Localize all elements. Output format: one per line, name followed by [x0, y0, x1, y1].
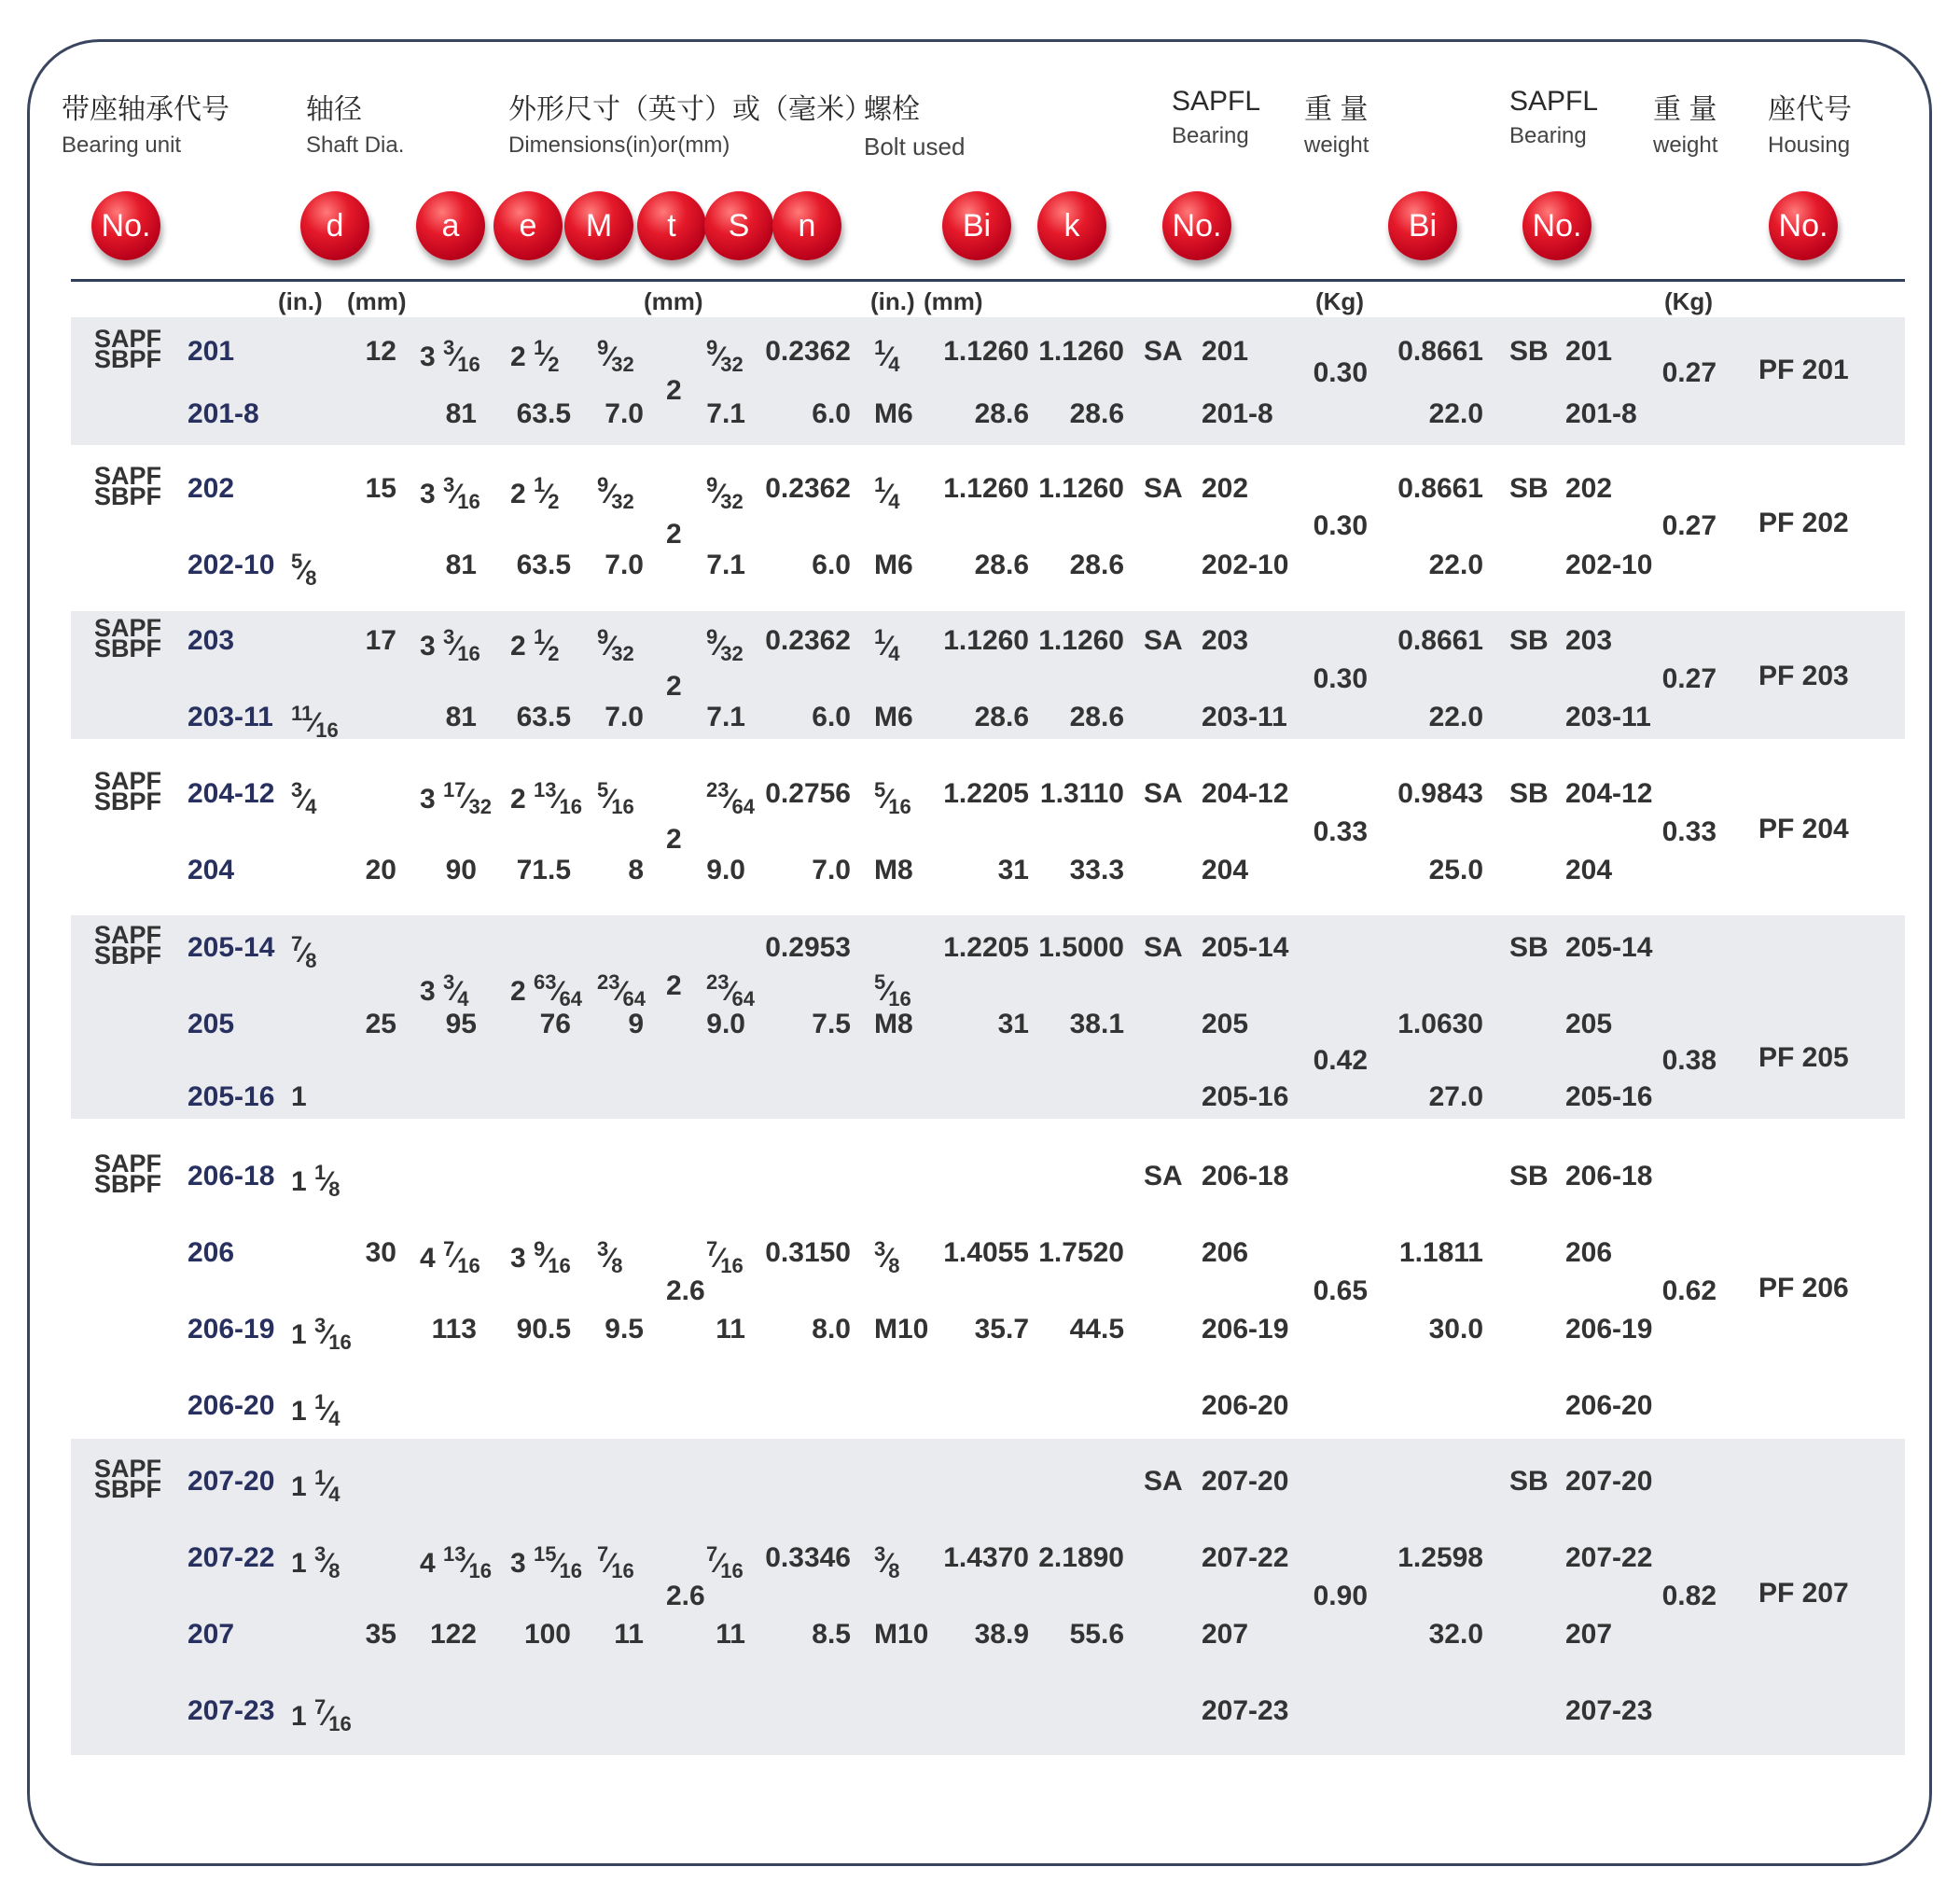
dim-m: 5⁄16 — [597, 778, 634, 818]
dim-a: 4 7⁄16 — [420, 1237, 480, 1277]
unit-number: 202-10 — [188, 550, 275, 580]
dim-bi: 28.6 — [974, 550, 1029, 580]
series-sapf: SAPF — [94, 767, 162, 795]
sa-bearing-no: 203-11 — [1202, 702, 1287, 732]
dim-k: 1.7520 — [1038, 1237, 1124, 1268]
dim-n: 0.3150 — [765, 1237, 851, 1268]
symbol-n: n — [772, 191, 841, 260]
unit-number: 205-14 — [188, 932, 275, 963]
housing-no: PF 204 — [1758, 814, 1849, 844]
dim-a: 95 — [445, 1009, 477, 1039]
dim-s: 7.1 — [706, 398, 745, 429]
weight-sa: 0.30 — [1313, 357, 1368, 388]
sb-bearing-no: 203 — [1565, 625, 1613, 656]
series-sbpf: SBPF — [94, 482, 162, 510]
dim-k: 44.5 — [1069, 1314, 1124, 1345]
dim-s: 9⁄32 — [706, 625, 744, 665]
dim-s: 11 — [716, 1314, 745, 1345]
bolt-size: M8 — [874, 855, 913, 885]
dim-bi: 35.7 — [974, 1314, 1029, 1345]
sa-prefix: SA — [1144, 473, 1183, 504]
sa-bearing-no: 202 — [1202, 473, 1249, 504]
sb-bearing-no: 206-19 — [1565, 1314, 1653, 1345]
sb-bearing-no: 201 — [1565, 336, 1613, 367]
dim-e: 2 1⁄2 — [510, 336, 560, 376]
sa-bearing-no: 205-16 — [1202, 1081, 1289, 1112]
dim-bi: 1.2205 — [943, 778, 1029, 809]
dim-bi: 1.1260 — [943, 473, 1029, 504]
dim-bi: 1.1260 — [943, 336, 1029, 367]
sa-bearing-no: 201 — [1202, 336, 1249, 367]
dim-bi: 1.4055 — [943, 1237, 1029, 1268]
unit-number: 206-18 — [188, 1161, 275, 1191]
dim-e: 63.5 — [516, 702, 571, 732]
dim-n: 6.0 — [812, 398, 851, 429]
symbol-no-housing: No. — [1769, 191, 1838, 260]
sb-prefix: SB — [1509, 1161, 1549, 1191]
sb-bearing-no: 205-16 — [1565, 1081, 1653, 1112]
weight-sa: 0.65 — [1313, 1275, 1368, 1306]
shaft-inch: 5⁄8 — [291, 550, 317, 590]
sa-bearing-no: 204 — [1202, 855, 1249, 885]
dim-t: 2 — [666, 824, 682, 855]
dim-s: 11 — [716, 1619, 745, 1650]
housing-no: PF 202 — [1758, 508, 1849, 538]
bearing-bi: 1.0630 — [1397, 1009, 1483, 1039]
dim-k: 1.1260 — [1038, 625, 1124, 656]
dim-s: 9.0 — [706, 1009, 745, 1039]
weight-sa: 0.42 — [1313, 1045, 1368, 1076]
unit-number: 207 — [188, 1619, 235, 1650]
dim-bi: 38.9 — [974, 1619, 1029, 1650]
unit-shaft-in: (in.) — [278, 287, 323, 315]
unit-dims-mm: (mm) — [644, 287, 703, 315]
dim-t: 2 — [666, 374, 682, 406]
shaft-mm: 17 — [365, 625, 396, 656]
sa-bearing-no: 202-10 — [1202, 550, 1289, 580]
dim-e: 76 — [539, 1009, 571, 1039]
sb-bearing-no: 207 — [1565, 1619, 1613, 1650]
sa-bearing-no: 206-20 — [1202, 1390, 1289, 1421]
header-weight-1: 重 量 weight — [1304, 94, 1369, 158]
dim-s: 7.1 — [706, 702, 745, 732]
unit-number: 206-19 — [188, 1314, 275, 1345]
sb-prefix: SB — [1509, 473, 1549, 504]
dim-a: 3 3⁄4 — [420, 970, 469, 1010]
sb-prefix: SB — [1509, 932, 1549, 963]
dim-m: 7⁄16 — [597, 1542, 634, 1582]
symbol-d: d — [300, 191, 369, 260]
sb-bearing-no: 206-20 — [1565, 1390, 1653, 1421]
dim-m: 11 — [614, 1619, 644, 1650]
dim-m: 9⁄32 — [597, 336, 634, 376]
shaft-mm: 12 — [365, 336, 396, 367]
series-sbpf: SBPF — [94, 1170, 162, 1198]
header-rule — [71, 279, 1905, 282]
series-sapf: SAPF — [94, 462, 162, 490]
sb-bearing-no: 205-14 — [1565, 932, 1653, 963]
dim-a: 3 3⁄16 — [420, 336, 480, 376]
dim-n: 6.0 — [812, 702, 851, 732]
dim-k: 2.1890 — [1038, 1542, 1124, 1573]
dim-bi: 1.4370 — [943, 1542, 1029, 1573]
sa-bearing-no: 207 — [1202, 1619, 1249, 1650]
symbol-e: e — [493, 191, 563, 260]
sa-prefix: SA — [1144, 778, 1183, 809]
dim-k: 1.5000 — [1038, 932, 1124, 963]
shaft-inch: 3⁄4 — [291, 778, 317, 818]
weight-sb: 0.62 — [1661, 1275, 1717, 1306]
symbol-a: a — [416, 191, 485, 260]
dim-k: 1.1260 — [1038, 473, 1124, 504]
sa-prefix: SA — [1144, 1466, 1183, 1497]
dim-t: 2 — [666, 519, 682, 550]
bolt-size: M6 — [874, 702, 913, 732]
dim-e: 2 13⁄16 — [510, 778, 583, 818]
sa-prefix: SA — [1144, 1161, 1183, 1191]
header-sapfl-2: SAPFL Bearing — [1509, 86, 1599, 148]
bearing-bi: 1.2598 — [1397, 1542, 1483, 1573]
dim-e: 3 9⁄16 — [510, 1237, 571, 1277]
bearing-bi: 25.0 — [1428, 855, 1483, 885]
sa-bearing-no: 207-20 — [1202, 1466, 1289, 1497]
sa-bearing-no: 206-19 — [1202, 1314, 1289, 1345]
symbol-k: k — [1037, 191, 1106, 260]
weight-sa: 0.33 — [1313, 816, 1368, 847]
dim-a: 3 3⁄16 — [420, 473, 480, 513]
shaft-inch: 1 7⁄16 — [291, 1695, 352, 1735]
shaft-mm: 20 — [365, 855, 396, 885]
sb-bearing-no: 207-22 — [1565, 1542, 1653, 1573]
dim-a: 3 3⁄16 — [420, 625, 480, 665]
sa-prefix: SA — [1144, 625, 1183, 656]
dim-e: 90.5 — [516, 1314, 571, 1345]
unit-number: 205 — [188, 1009, 235, 1039]
sb-bearing-no: 202-10 — [1565, 550, 1653, 580]
housing-no: PF 201 — [1758, 355, 1849, 385]
dim-n: 7.0 — [812, 855, 851, 885]
unit-number: 204 — [188, 855, 235, 885]
sa-bearing-no: 205-14 — [1202, 932, 1289, 963]
dim-bi: 1.2205 — [943, 932, 1029, 963]
sb-bearing-no: 204 — [1565, 855, 1613, 885]
shaft-inch: 1 — [291, 1081, 307, 1112]
unit-number: 204-12 — [188, 778, 275, 809]
series-sbpf: SBPF — [94, 1475, 162, 1503]
bearing-bi: 0.8661 — [1397, 625, 1483, 656]
dim-bi: 31 — [997, 1009, 1029, 1039]
sa-bearing-no: 207-22 — [1202, 1542, 1289, 1573]
bearing-bi: 1.1811 — [1398, 1237, 1483, 1268]
bolt-size: M6 — [874, 398, 913, 429]
dim-k: 33.3 — [1069, 855, 1124, 885]
shaft-mm: 30 — [365, 1237, 396, 1268]
dim-a: 113 — [431, 1314, 477, 1345]
symbol-t: t — [637, 191, 706, 260]
sb-bearing-no: 202 — [1565, 473, 1613, 504]
sa-prefix: SA — [1144, 932, 1183, 963]
sa-bearing-no: 206-18 — [1202, 1161, 1289, 1191]
bearing-bi: 0.8661 — [1397, 473, 1483, 504]
bearing-bi: 27.0 — [1428, 1081, 1483, 1112]
unit-number: 201 — [188, 336, 235, 367]
dim-k: 28.6 — [1069, 550, 1124, 580]
bearing-bi: 22.0 — [1428, 702, 1483, 732]
header-shaft-dia: 轴径 Shaft Dia. — [306, 94, 405, 158]
sb-bearing-no: 204-12 — [1565, 778, 1653, 809]
sb-prefix: SB — [1509, 1466, 1549, 1497]
dim-k: 1.1260 — [1038, 336, 1124, 367]
dim-e: 2 63⁄64 — [510, 970, 583, 1010]
unit-number: 202 — [188, 473, 235, 504]
sb-prefix: SB — [1509, 778, 1549, 809]
bolt-size: 5⁄16 — [874, 970, 911, 1010]
weight-sb: 0.82 — [1661, 1581, 1717, 1611]
shaft-mm: 15 — [365, 473, 396, 504]
header-sapfl-1: SAPFL Bearing — [1172, 86, 1261, 148]
dim-t: 2.6 — [666, 1581, 705, 1611]
housing-no: PF 203 — [1758, 661, 1849, 691]
bolt-size: 3⁄8 — [874, 1542, 900, 1582]
dim-e: 2 1⁄2 — [510, 625, 560, 665]
header-bearing-unit: 带座轴承代号 Bearing unit — [62, 94, 229, 158]
sa-bearing-no: 201-8 — [1202, 398, 1273, 429]
series-sbpf: SBPF — [94, 787, 162, 815]
series-sapf: SAPF — [94, 614, 162, 642]
bolt-size: M10 — [874, 1314, 929, 1345]
dim-m: 23⁄64 — [597, 970, 646, 1010]
bearing-bi: 22.0 — [1428, 398, 1483, 429]
dim-s: 7⁄16 — [706, 1542, 744, 1582]
dim-n: 0.2362 — [765, 473, 851, 504]
sb-bearing-no: 205 — [1565, 1009, 1613, 1039]
shaft-inch: 1 1⁄4 — [291, 1466, 341, 1506]
unit-weight-kg-1: (Kg) — [1315, 287, 1364, 315]
bolt-size: 1⁄4 — [874, 473, 900, 513]
dim-bi: 1.1260 — [943, 625, 1029, 656]
weight-sb: 0.27 — [1661, 357, 1717, 388]
dim-a: 90 — [445, 855, 477, 885]
sb-bearing-no: 206 — [1565, 1237, 1613, 1268]
dim-m: 7.0 — [605, 702, 644, 732]
shaft-inch: 1 1⁄4 — [291, 1390, 341, 1430]
unit-number: 206 — [188, 1237, 235, 1268]
dim-e: 63.5 — [516, 550, 571, 580]
bearing-bi: 0.9843 — [1397, 778, 1483, 809]
dim-n: 0.2756 — [765, 778, 851, 809]
series-sapf: SAPF — [94, 1150, 162, 1177]
shaft-inch: 11⁄16 — [291, 702, 339, 742]
sb-prefix: SB — [1509, 336, 1549, 367]
dim-t: 2 — [666, 671, 682, 702]
dim-n: 7.5 — [812, 1009, 851, 1039]
unit-number: 206-20 — [188, 1390, 275, 1421]
shaft-inch: 1 1⁄8 — [291, 1161, 341, 1201]
sa-bearing-no: 205 — [1202, 1009, 1249, 1039]
dim-e: 3 15⁄16 — [510, 1542, 583, 1582]
weight-sb: 0.33 — [1661, 816, 1717, 847]
dim-m: 8 — [628, 855, 644, 885]
sb-bearing-no: 206-18 — [1565, 1161, 1653, 1191]
weight-sb: 0.27 — [1661, 663, 1717, 694]
shaft-mm: 25 — [365, 1009, 396, 1039]
housing-no: PF 205 — [1758, 1042, 1849, 1073]
bolt-size: 3⁄8 — [874, 1237, 900, 1277]
unit-number: 203 — [188, 625, 235, 656]
dim-n: 6.0 — [812, 550, 851, 580]
dim-m: 9 — [628, 1009, 644, 1039]
dim-m: 9⁄32 — [597, 625, 634, 665]
symbol-bi-2: Bi — [1388, 191, 1457, 260]
dim-s: 9⁄32 — [706, 336, 744, 376]
unit-number: 207-20 — [188, 1466, 275, 1497]
bolt-size: M8 — [874, 1009, 913, 1039]
bolt-size: 1⁄4 — [874, 336, 900, 376]
symbol-m: M — [564, 191, 633, 260]
dim-bi: 31 — [997, 855, 1029, 885]
bolt-size: 5⁄16 — [874, 778, 911, 818]
dim-n: 0.3346 — [765, 1542, 851, 1573]
dim-n: 0.2362 — [765, 336, 851, 367]
sa-bearing-no: 204-12 — [1202, 778, 1289, 809]
dim-e: 63.5 — [516, 398, 571, 429]
unit-number: 201-8 — [188, 398, 259, 429]
housing-no: PF 206 — [1758, 1273, 1849, 1303]
unit-number: 205-16 — [188, 1081, 275, 1112]
dim-m: 7.0 — [605, 398, 644, 429]
dim-k: 1.3110 — [1039, 778, 1124, 809]
bearing-bi: 22.0 — [1428, 550, 1483, 580]
dim-m: 9.5 — [605, 1314, 644, 1345]
bolt-size: M10 — [874, 1619, 929, 1650]
unit-number: 203-11 — [188, 702, 273, 732]
dim-bi: 28.6 — [974, 398, 1029, 429]
dim-a: 4 13⁄16 — [420, 1542, 493, 1582]
dim-s: 7.1 — [706, 550, 745, 580]
dim-e: 71.5 — [516, 855, 571, 885]
dim-m: 7.0 — [605, 550, 644, 580]
series-label — [94, 921, 162, 969]
symbol-s: S — [704, 191, 773, 260]
sb-prefix: SB — [1509, 625, 1549, 656]
unit-number: 207-22 — [188, 1542, 275, 1573]
dim-s: 9.0 — [706, 855, 745, 885]
series-sapf: SAPF — [94, 1455, 162, 1483]
weight-sa: 0.90 — [1313, 1581, 1368, 1611]
dim-e: 2 1⁄2 — [510, 473, 560, 513]
dim-m: 9⁄32 — [597, 473, 634, 513]
sa-bearing-no: 207-23 — [1202, 1695, 1289, 1726]
header-dimensions: 外形尺寸（英寸）或（毫米） Dimensions(in)or(mm) — [508, 94, 872, 158]
symbol-no-sa: No. — [1162, 191, 1231, 260]
series-label — [94, 767, 162, 815]
series-label — [94, 1150, 162, 1198]
weight-sa: 0.30 — [1313, 663, 1368, 694]
shaft-inch: 1 3⁄8 — [291, 1542, 341, 1582]
dim-bi: 28.6 — [974, 702, 1029, 732]
series-sbpf: SBPF — [94, 941, 162, 969]
dim-k: 28.6 — [1069, 398, 1124, 429]
dim-n: 0.2362 — [765, 625, 851, 656]
dim-m: 3⁄8 — [597, 1237, 623, 1277]
dim-s: 7⁄16 — [706, 1237, 744, 1277]
dim-a: 122 — [429, 1619, 477, 1650]
dim-t: 2.6 — [666, 1275, 705, 1306]
bearing-bi: 30.0 — [1428, 1314, 1483, 1345]
sb-bearing-no: 207-20 — [1565, 1466, 1653, 1497]
weight-sa: 0.30 — [1313, 510, 1368, 541]
series-sapf: SAPF — [94, 921, 162, 949]
unit-weight-kg-2: (Kg) — [1664, 287, 1713, 315]
header-housing: 座代号 Housing — [1768, 94, 1852, 158]
sb-bearing-no: 201-8 — [1565, 398, 1637, 429]
dim-a: 81 — [445, 550, 477, 580]
dim-t: 2 — [666, 970, 682, 1001]
sb-bearing-no: 203-11 — [1565, 702, 1651, 732]
dim-s: 9⁄32 — [706, 473, 744, 513]
dim-n: 8.0 — [812, 1314, 851, 1345]
dim-a: 81 — [445, 702, 477, 732]
dim-a: 3 17⁄32 — [420, 778, 493, 818]
bolt-size: M6 — [874, 550, 913, 580]
dim-e: 100 — [523, 1619, 571, 1650]
series-sapf: SAPF — [94, 325, 162, 353]
unit-bolt-in: (in.) — [870, 287, 915, 315]
sa-bearing-no: 203 — [1202, 625, 1249, 656]
dim-s: 23⁄64 — [706, 970, 755, 1010]
unit-shaft-mm: (mm) — [347, 287, 407, 315]
series-sbpf: SBPF — [94, 345, 162, 373]
symbol-no-unit: No. — [91, 191, 160, 260]
bearing-bi: 0.8661 — [1397, 336, 1483, 367]
weight-sb: 0.27 — [1661, 510, 1717, 541]
dim-n: 0.2953 — [765, 932, 851, 963]
unit-number: 207-23 — [188, 1695, 275, 1726]
header-bolt: 螺栓 Bolt used — [864, 94, 966, 160]
bearing-bi: 32.0 — [1428, 1619, 1483, 1650]
shaft-inch: 1 3⁄16 — [291, 1314, 352, 1354]
dim-k: 28.6 — [1069, 702, 1124, 732]
weight-sb: 0.38 — [1661, 1045, 1717, 1076]
symbol-no-sb: No. — [1522, 191, 1592, 260]
header-weight-2: 重 量 weight — [1653, 94, 1718, 158]
housing-no: PF 207 — [1758, 1578, 1849, 1609]
shaft-inch: 7⁄8 — [291, 932, 317, 972]
dim-a: 81 — [445, 398, 477, 429]
sa-prefix: SA — [1144, 336, 1183, 367]
series-sbpf: SBPF — [94, 634, 162, 662]
series-label — [94, 1455, 162, 1503]
shaft-mm: 35 — [365, 1619, 396, 1650]
symbol-bi: Bi — [942, 191, 1011, 260]
dim-n: 8.5 — [812, 1619, 851, 1650]
bolt-size: 1⁄4 — [874, 625, 900, 665]
sa-bearing-no: 206 — [1202, 1237, 1249, 1268]
dim-s: 23⁄64 — [706, 778, 755, 818]
unit-bolt-mm: (mm) — [924, 287, 983, 315]
dim-k: 55.6 — [1069, 1619, 1124, 1650]
dim-k: 38.1 — [1069, 1009, 1124, 1039]
sb-bearing-no: 207-23 — [1565, 1695, 1653, 1726]
